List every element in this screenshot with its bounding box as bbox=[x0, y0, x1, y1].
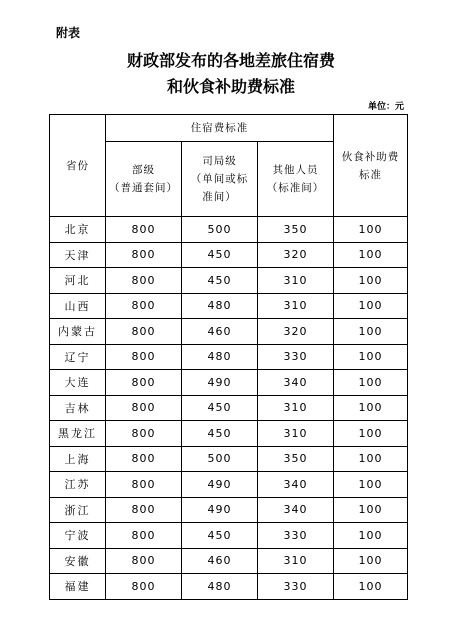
cell-bureau: 460 bbox=[182, 548, 258, 574]
cell-other: 340 bbox=[258, 497, 334, 523]
document-title-line-1: 财政部发布的各地差旅住宿费 bbox=[126, 51, 335, 70]
cell-meal: 100 bbox=[334, 319, 408, 345]
cell-ministerial: 800 bbox=[106, 497, 182, 523]
header-lodging: 住宿费标准 bbox=[106, 115, 334, 142]
cell-other: 350 bbox=[258, 217, 334, 243]
cell-ministerial: 800 bbox=[106, 523, 182, 549]
table-row bbox=[50, 421, 408, 447]
cell-meal: 100 bbox=[334, 268, 408, 294]
cell-other: 310 bbox=[258, 293, 334, 319]
table-row bbox=[50, 574, 408, 600]
table-row bbox=[50, 344, 408, 370]
cell-meal: 100 bbox=[334, 574, 408, 600]
table-row bbox=[50, 497, 408, 523]
cell-meal: 100 bbox=[334, 548, 408, 574]
table-row bbox=[50, 217, 408, 243]
rates-table bbox=[49, 114, 408, 600]
table-row bbox=[50, 395, 408, 421]
cell-province: 北京 bbox=[50, 217, 106, 243]
cell-meal: 100 bbox=[334, 293, 408, 319]
cell-province: 天津 bbox=[50, 242, 106, 268]
cell-other: 310 bbox=[258, 268, 334, 294]
cell-meal: 100 bbox=[334, 344, 408, 370]
header-ministerial: 部级 （普通套间） bbox=[106, 142, 182, 217]
cell-bureau: 450 bbox=[182, 242, 258, 268]
cell-ministerial: 800 bbox=[106, 242, 182, 268]
cell-meal: 100 bbox=[334, 370, 408, 396]
cell-other: 310 bbox=[258, 421, 334, 447]
cell-province: 宁波 bbox=[50, 523, 106, 549]
cell-province: 安徽 bbox=[50, 548, 106, 574]
table-row bbox=[50, 370, 408, 396]
cell-other: 320 bbox=[258, 242, 334, 268]
annex-label: 附表 bbox=[56, 26, 81, 40]
cell-ministerial: 800 bbox=[106, 217, 182, 243]
table-row bbox=[50, 268, 408, 294]
document-title-line-2: 和伙食补助费标准 bbox=[166, 77, 295, 96]
cell-bureau: 500 bbox=[182, 217, 258, 243]
cell-province: 浙江 bbox=[50, 497, 106, 523]
unit-label: 单位：元 bbox=[367, 102, 404, 112]
cell-bureau: 490 bbox=[182, 370, 258, 396]
cell-province: 上海 bbox=[50, 446, 106, 472]
cell-bureau: 460 bbox=[182, 319, 258, 345]
cell-other: 320 bbox=[258, 319, 334, 345]
cell-meal: 100 bbox=[334, 523, 408, 549]
table-body bbox=[50, 217, 408, 600]
cell-other: 340 bbox=[258, 370, 334, 396]
cell-ministerial: 800 bbox=[106, 446, 182, 472]
cell-meal: 100 bbox=[334, 395, 408, 421]
cell-ministerial: 800 bbox=[106, 268, 182, 294]
cell-meal: 100 bbox=[334, 497, 408, 523]
cell-ministerial: 800 bbox=[106, 548, 182, 574]
cell-province: 江苏 bbox=[50, 472, 106, 498]
cell-bureau: 480 bbox=[182, 293, 258, 319]
table-row bbox=[50, 472, 408, 498]
cell-ministerial: 800 bbox=[106, 370, 182, 396]
cell-bureau: 490 bbox=[182, 472, 258, 498]
cell-other: 340 bbox=[258, 472, 334, 498]
header-province: 省份 bbox=[50, 115, 106, 217]
cell-province: 福建 bbox=[50, 574, 106, 600]
cell-bureau: 480 bbox=[182, 574, 258, 600]
cell-bureau: 490 bbox=[182, 497, 258, 523]
cell-other: 350 bbox=[258, 446, 334, 472]
cell-ministerial: 800 bbox=[106, 319, 182, 345]
cell-bureau: 450 bbox=[182, 523, 258, 549]
cell-meal: 100 bbox=[334, 472, 408, 498]
cell-province: 山西 bbox=[50, 293, 106, 319]
cell-other: 310 bbox=[258, 548, 334, 574]
cell-other: 310 bbox=[258, 395, 334, 421]
table-row bbox=[50, 242, 408, 268]
cell-bureau: 500 bbox=[182, 446, 258, 472]
header-meal: 伙食补助费 标准 bbox=[334, 115, 408, 217]
cell-province: 吉林 bbox=[50, 395, 106, 421]
cell-ministerial: 800 bbox=[106, 344, 182, 370]
cell-bureau: 450 bbox=[182, 395, 258, 421]
cell-province: 内蒙古 bbox=[50, 319, 106, 345]
table-row bbox=[50, 446, 408, 472]
cell-bureau: 450 bbox=[182, 421, 258, 447]
cell-ministerial: 800 bbox=[106, 395, 182, 421]
cell-meal: 100 bbox=[334, 217, 408, 243]
cell-ministerial: 800 bbox=[106, 472, 182, 498]
cell-other: 330 bbox=[258, 574, 334, 600]
cell-province: 大连 bbox=[50, 370, 106, 396]
cell-meal: 100 bbox=[334, 446, 408, 472]
cell-meal: 100 bbox=[334, 242, 408, 268]
cell-bureau: 480 bbox=[182, 344, 258, 370]
cell-other: 330 bbox=[258, 344, 334, 370]
header-bureau: 司局级 （单间或标 准间） bbox=[182, 142, 258, 217]
header-other: 其他人员 （标准间） bbox=[258, 142, 334, 217]
table-row bbox=[50, 548, 408, 574]
cell-meal: 100 bbox=[334, 421, 408, 447]
cell-other: 330 bbox=[258, 523, 334, 549]
cell-ministerial: 800 bbox=[106, 293, 182, 319]
table-row bbox=[50, 523, 408, 549]
cell-ministerial: 800 bbox=[106, 574, 182, 600]
cell-province: 黑龙江 bbox=[50, 421, 106, 447]
table-row bbox=[50, 293, 408, 319]
cell-ministerial: 800 bbox=[106, 421, 182, 447]
cell-province: 辽宁 bbox=[50, 344, 106, 370]
table-row bbox=[50, 319, 408, 345]
cell-bureau: 450 bbox=[182, 268, 258, 294]
cell-province: 河北 bbox=[50, 268, 106, 294]
